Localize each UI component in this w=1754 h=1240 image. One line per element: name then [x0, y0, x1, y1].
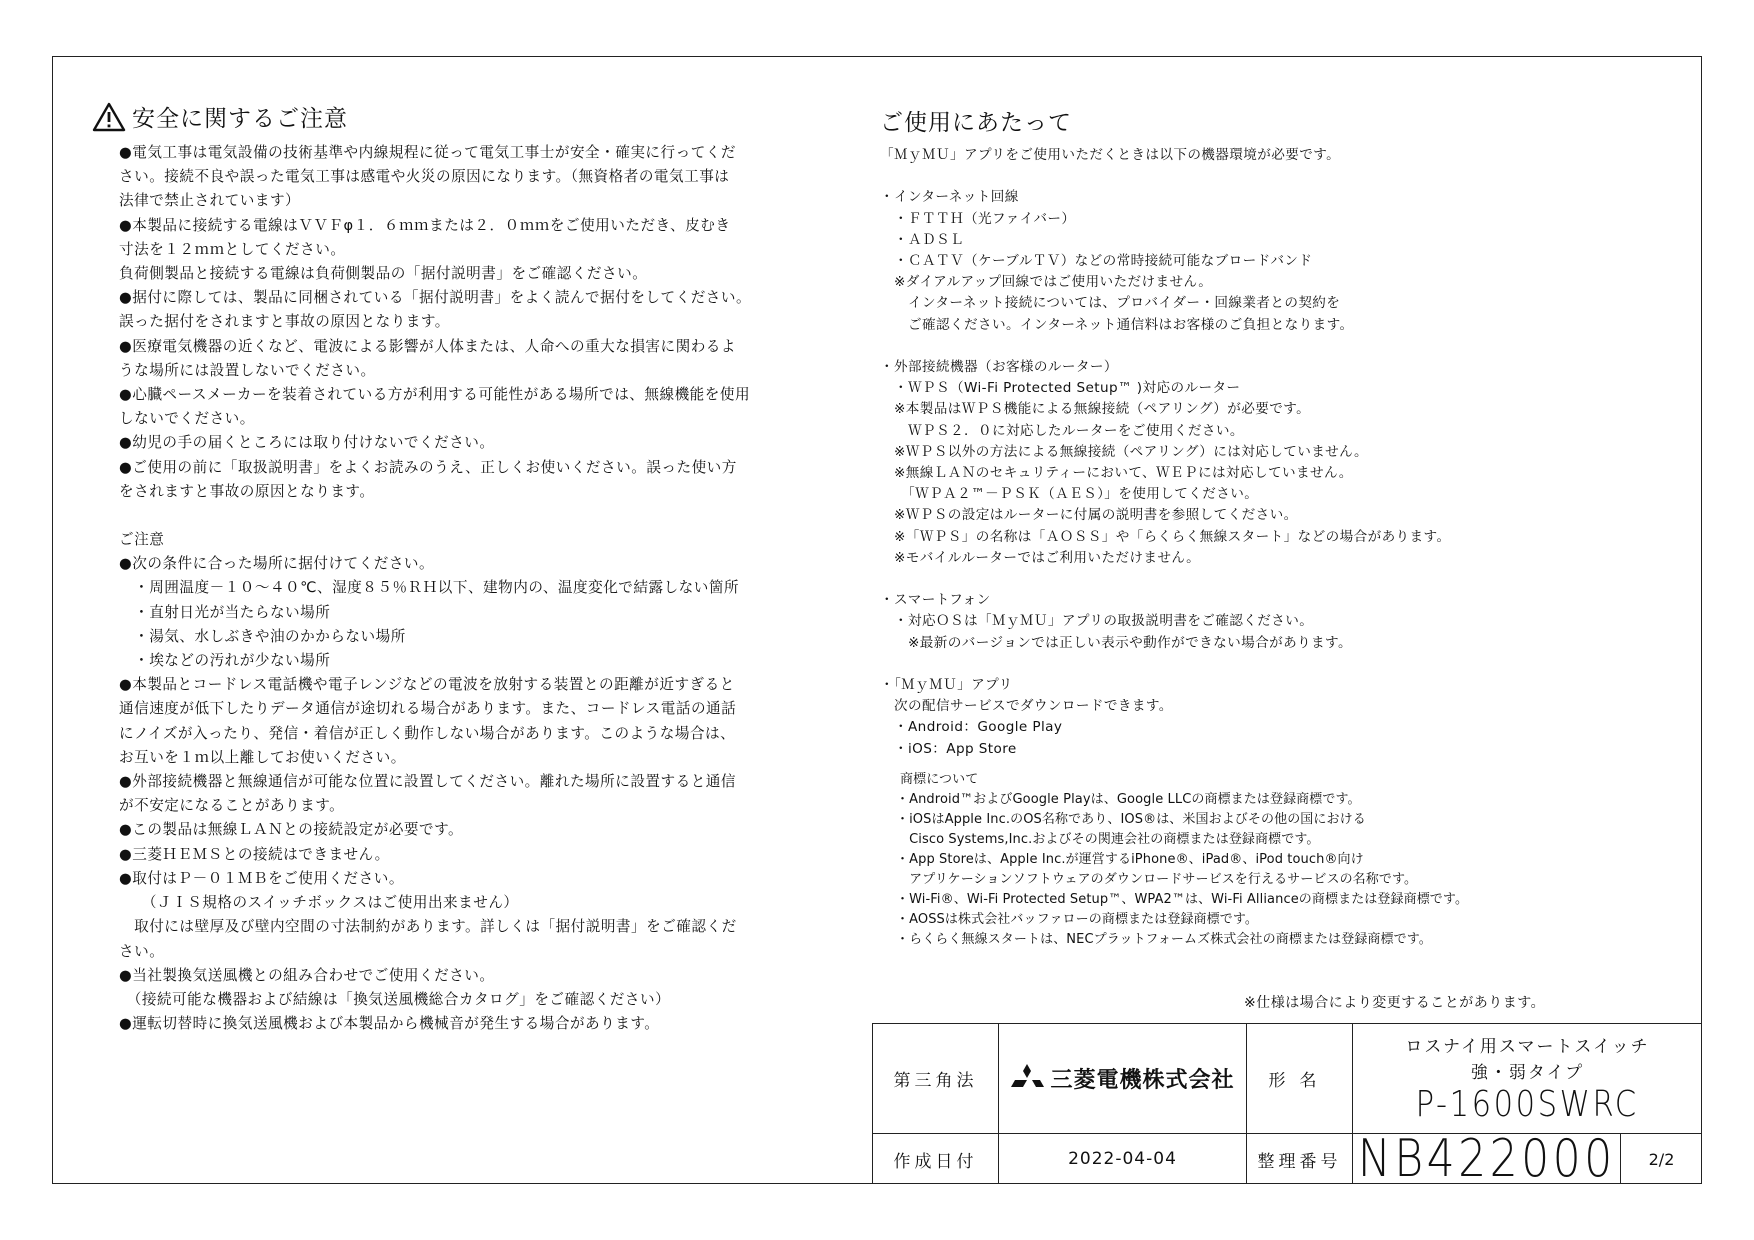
doc-number-cell	[1352, 1133, 1620, 1184]
caution-text: ●次の条件に合った場所に据付けてください。 ・周囲温度－１０～４０℃、湿度８５％ＲＨ以下、建物内の、温度変化で結露しない箇所 ・直射日光が当たらない場所 ・湯気、水しぶきや油のかからない場所 ・埃などの汚れが少ない場所 ●本製品とコードレス電話機や電子レンジなどの電波を放射する装置との距離が近すぎると 通信速度が低下したりデータ通信が途切れる場合があります。また、コードレス電話の通話 にノイズが入ったり、発信・着信が正しく動作しない場合があります。このような場合は、 お互いを１ｍ以上離してお使いください。 ●外部接続機器と無線通信が可能な位置に設置してください。離れた場所に設置すると通信 が不安定になることがあります。 ●この製品は無線ＬＡＮとの接続設定が必要です。 ●三菱ＨＥＭＳとの接続はできません。 ●取付はＰ－０１ＭＢをご使用ください。 （ＪＩＳ規格のスイッチボックスはご使用出来ません） 取付には壁厚及び壁内空間の寸法制約があります。詳しくは「据付説明書」をご確認くだ さい。 ●当社製換気送風機との組み合わせでご使用ください。 （接続可能な機器および結線は「換気送風機総合カタログ」をご確認ください） ●運転切替時に換気送風機および本製品から機械音が発生する場合があります。	[119, 555, 740, 1033]
usage-text: 「ＭｙＭＵ」アプリをご使用いただくときは以下の機器環境が必要です。 ・インターネット回線 ・ＦＴＴＨ（光ファイバー） ・ＡＤＳＬ ・ＣＡＴＶ（ケーブルＴＶ）などの常時接続可能なブロードバンド ※ダイアルアップ回線ではご使用いただけません。 インターネット接続については、プロバイダー・回線業者との契約を ご確認ください。インターネット通信料はお客様のご負担となります。 ・外部接続機器（お客様のルーター） ・ＷＰＳ（Wi-Fi Protected Setup™ )対応のルーター ※本製品はＷＰＳ機能による無線接続（ペアリング）が必要です。 ＷＰＳ２．０に対応したルーターをご使用ください。 ※ＷＰＳ以外の方法による無線接続（ペアリング）には対応していません。 ※無線ＬＡＮのセキュリティーにおいて、ＷＥＰには対応していません。 「ＷＰＡ２™－ＰＳＫ（ＡＥＳ）」を使用してください。 ※ＷＰＳの設定はルーターに付属の説明書を参照してください。 ※「ＷＰＳ」の名称は「ＡＯＳＳ」や「らくらく無線スタート」などの場合があります。 ※モバイルルーターではご利用いただけません。 ・スマートフォン ・対応ＯＳは「ＭｙＭＵ」アプリの取扱説明書をご確認ください。 ※最新のバージョンでは正しい表示や動作ができない場合があります。 ・「ＭｙＭＵ」アプリ 次の配信サービスでダウンロードできます。 ・Android：Google Play ・iOS：App Store	[880, 147, 1451, 757]
three-diamonds-logo-icon	[1010, 1064, 1044, 1094]
trademark-title: 商標について	[900, 771, 979, 787]
number-label: 整理番号	[1246, 1133, 1352, 1184]
safety-section	[92, 100, 792, 1036]
projection-label: 第三角法	[872, 1023, 998, 1133]
usage-title: ご使用にあたって	[880, 110, 1072, 136]
name-label: 形名	[1246, 1023, 1352, 1133]
company-cell	[998, 1023, 1246, 1133]
product-name: ロスナイ用スマートスイッチ	[1405, 1036, 1650, 1057]
trademark-text: ・Android™およびGoogle Playは、Google LLCの商標または登録商標です。 ・iOSはApple Inc.のOS名称であり、IOS®は、米国およびその他の国における Cisco Systems,Inc.およびその関連会社の商標または登録商標です。 ・App Storeは、Apple Inc.が運営するiPhone®、iPad®、iPod touch®向け アプリケーションソフトウェアのダウンロードサービスを行えるサービスの名称です。 ・Wi-Fi®、Wi-Fi Protected Setup™、WPA2™は、Wi-Fi Allianceの商標または登録商標です。 ・AOSSは株式会社バッファローの商標または登録商標です。 ・らくらく無線スタートは、NECプラットフォームズ株式会社の商標または登録商標です。	[896, 791, 1469, 947]
usage-section	[880, 104, 1700, 950]
safety-text: ●電気工事は電気設備の技術基準や内線規程に従って電気工事士が安全・確実に行ってくだ さい。接続不良や誤った電気工事は感電や火災の原因になります。（無資格者の電気工事は 法律で禁止されています） ●本製品に接続する電線はＶＶＦφ１．６ｍｍまたは２．０ｍｍをご使用いただき、皮むき 寸法を１２ｍｍとしてください。 負荷側製品と接続する電線は負荷側製品の「据付説明書」をご確認ください。 ●据付に際しては、製品に同梱されている「据付説明書」をよく読んで据付をしてください。 誤った据付をされますと事故の原因となります。 ●医療電気機器の近くなど、電波による影響が人体または、人命への重大な損害に関わるよ うな場所には設置しないでください。 ●心臓ペースメーカーを装着されている方が利用する可能性がある場所では、無線機能を使用 しないでください。 ●幼児の手の届くところには取り付けないでください。 ●ご使用の前に「取扱説明書」をよくお読みのうえ、正しくお使いください。誤った使い方 をされますと事故の原因となります。	[119, 144, 752, 500]
product-type: 強・弱タイプ	[1470, 1062, 1585, 1083]
warning-triangle-icon	[92, 102, 126, 132]
safety-title: 安全に関するご注意	[132, 106, 348, 132]
caution-title: ご注意	[119, 531, 165, 549]
created-date: 2022-04-04	[998, 1133, 1246, 1184]
company-logo	[1010, 1063, 1234, 1094]
page-number: 2/2	[1620, 1133, 1702, 1184]
spec-change-note: ※仕様は場合により変更することがあります。	[1244, 995, 1546, 1011]
safety-title-row	[92, 100, 792, 133]
title-block	[872, 1023, 1702, 1184]
date-label: 作成日付	[872, 1133, 998, 1184]
company-name: 三菱電機株式会社	[1050, 1068, 1235, 1093]
product-cell	[1352, 1023, 1702, 1133]
doc-number: NB422000	[1357, 1133, 1616, 1184]
model-number: P-1600SWRC	[1416, 1083, 1639, 1125]
